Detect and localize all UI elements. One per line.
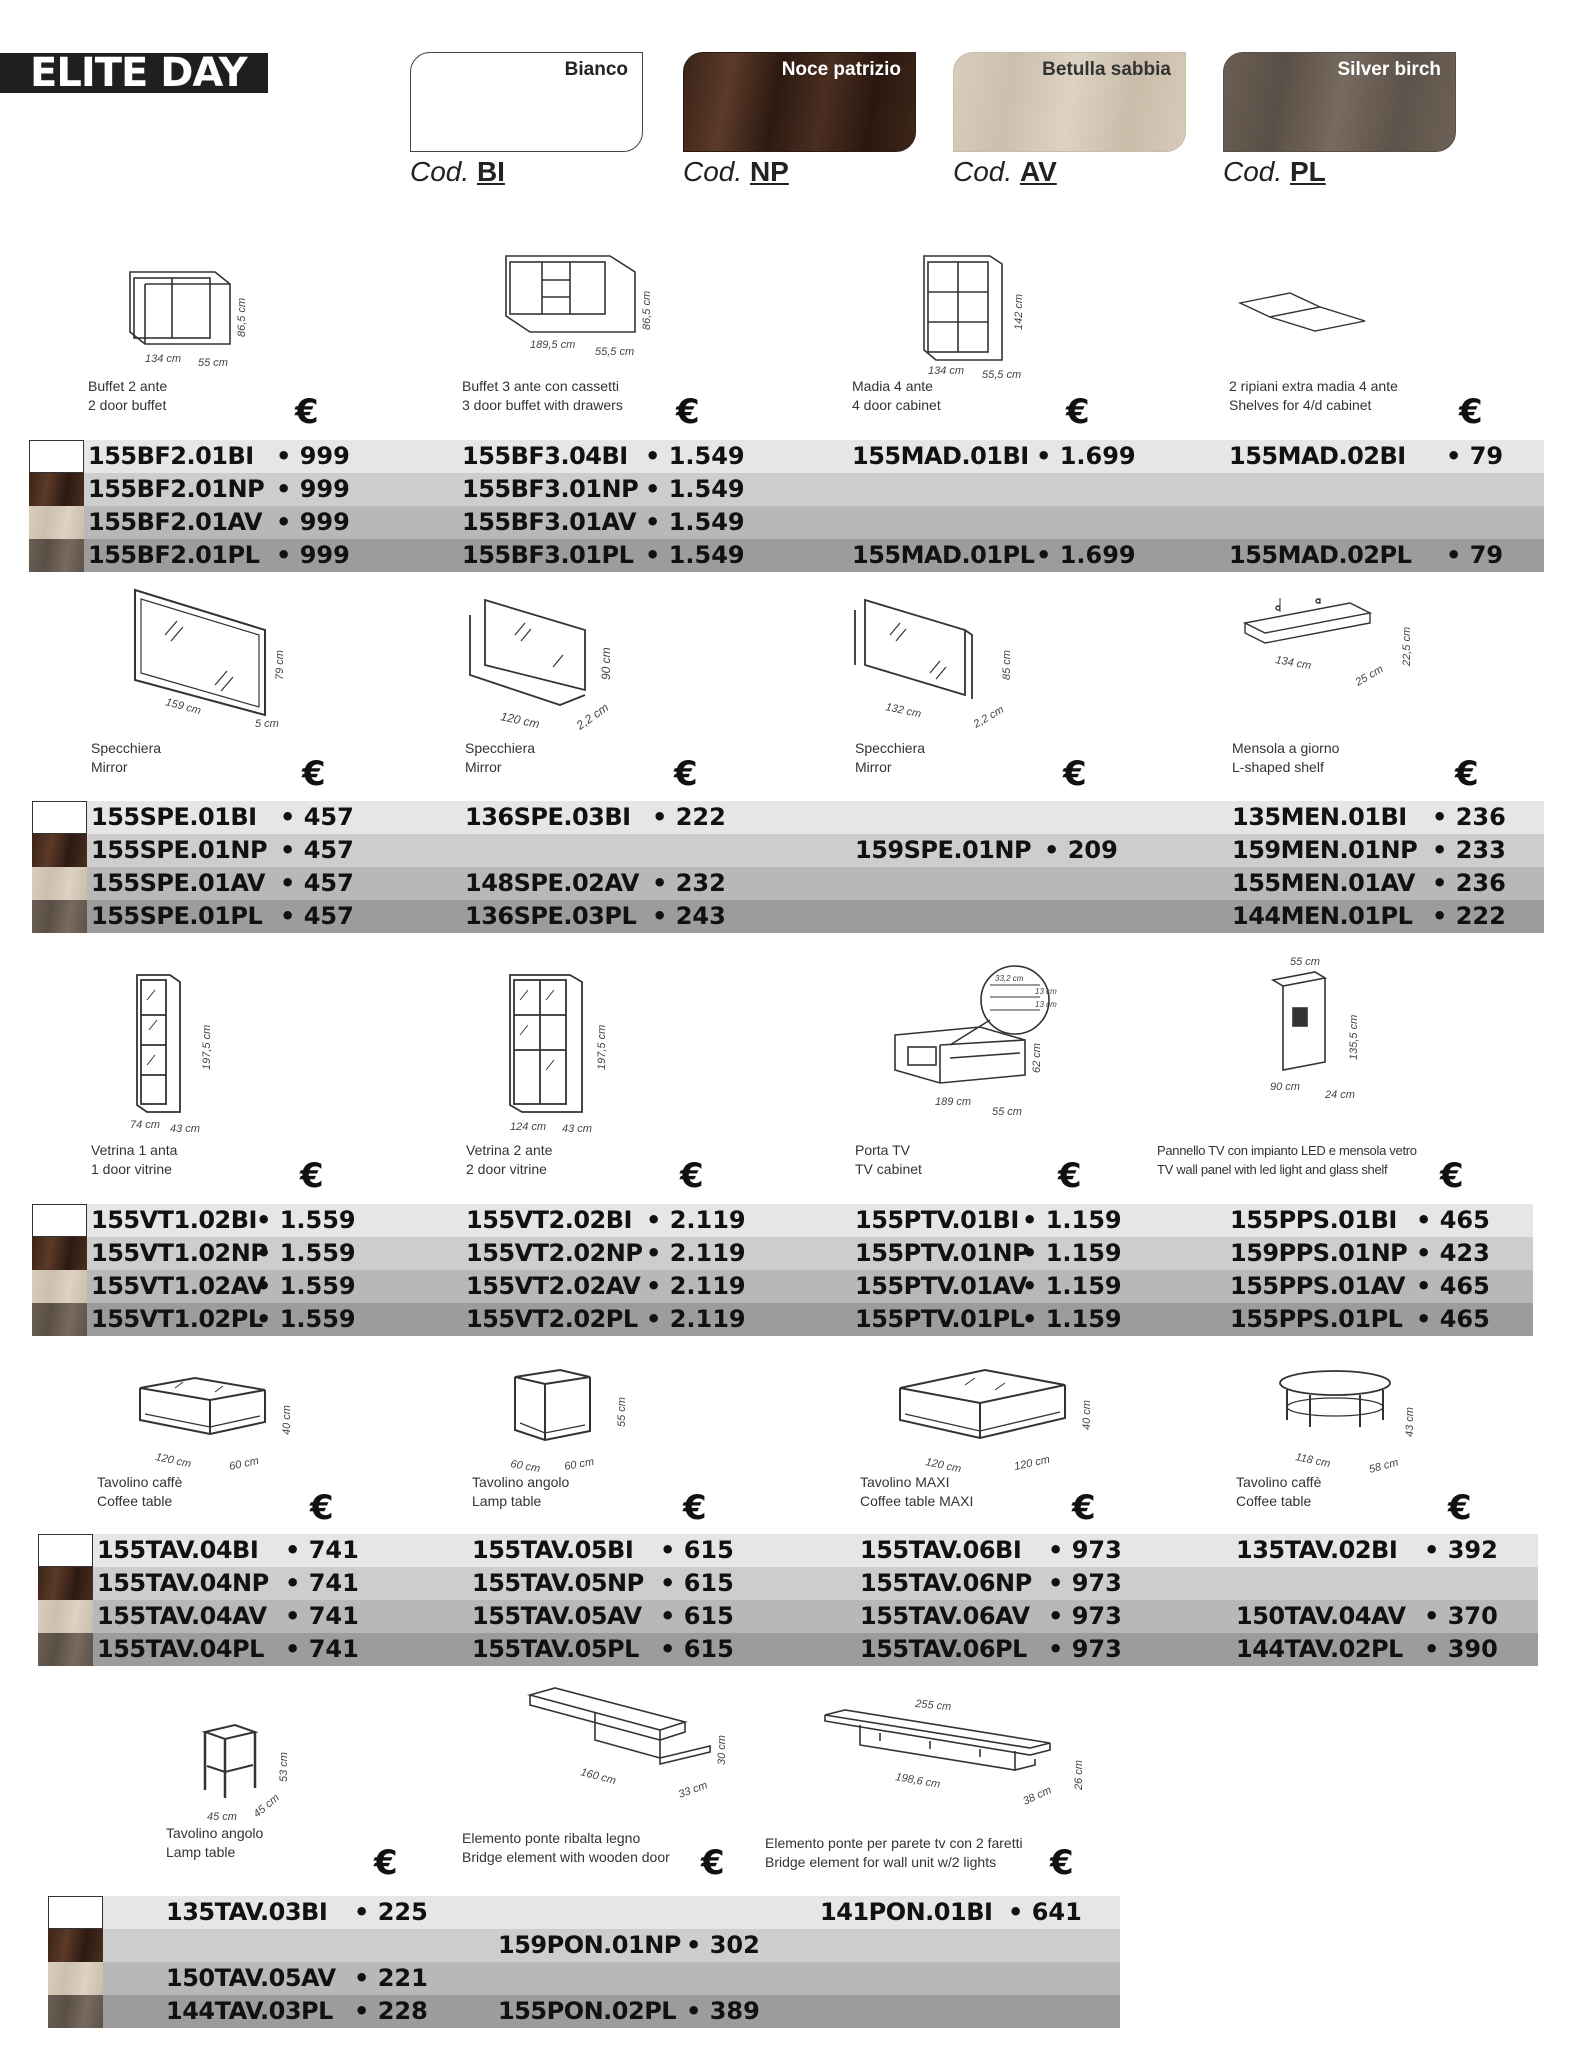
euro-icon: € (302, 754, 326, 794)
product-code: 155SPE.01AV (91, 869, 265, 897)
product-code: 155TAV.05PL (472, 1635, 639, 1663)
buffet-3-door-drawing (500, 250, 670, 365)
finish-chip-betulla-sabbia (29, 506, 84, 539)
euro-icon: € (680, 1156, 704, 1196)
dim-depth: 5 cm (255, 718, 279, 730)
product-code: 155TAV.06AV (860, 1602, 1030, 1630)
product-price: • 457 (280, 902, 354, 930)
product-code: 155TAV.06NP (860, 1569, 1032, 1597)
product-price: • 370 (1424, 1602, 1498, 1630)
product-price: • 423 (1416, 1239, 1490, 1267)
mirror-drawing (465, 595, 635, 735)
finish-chip-bianco (38, 1534, 93, 1567)
product-code: 159PON.01NP (498, 1931, 681, 1959)
product-code: 155TAV.04BI (97, 1536, 259, 1564)
product-code: 155SPE.01BI (91, 803, 257, 831)
product-price: • 221 (354, 1964, 428, 1992)
product-code: 159SPE.01NP (855, 836, 1032, 864)
finish-chip-betulla-sabbia (32, 1270, 87, 1303)
lamp-table-small-drawing (195, 1720, 305, 1835)
dim-height: 85 cm (1001, 650, 1013, 680)
dim-width: 120 cm (154, 1451, 193, 1471)
dim-depth: 55,5 cm (595, 346, 635, 358)
product-price: • 615 (660, 1569, 734, 1597)
euro-icon: € (1440, 1156, 1464, 1196)
product-code: 148SPE.02AV (465, 869, 639, 897)
finish-chip-betulla-sabbia (38, 1600, 93, 1633)
dim-width: 118 cm (1294, 1451, 1332, 1471)
dim-height: 40 cm (1081, 1400, 1093, 1430)
product-price: • 1.559 (256, 1206, 356, 1234)
product-price: • 999 (276, 508, 350, 536)
euro-icon: € (683, 1488, 707, 1528)
tv-cabinet-drawing (890, 965, 1090, 1125)
product-code: 155MEN.01AV (1232, 869, 1415, 897)
product-price: • 1.559 (256, 1272, 356, 1300)
product-code: 135TAV.02BI (1236, 1536, 1398, 1564)
dim-width: 134 cm (1274, 654, 1313, 673)
product-code: 155SPE.01PL (91, 902, 263, 930)
lamp-table-drawing (505, 1365, 645, 1485)
product-desc: Tavolino caffè Coffee table (1236, 1474, 1322, 1509)
product-desc: Specchiera Mirror (855, 740, 926, 775)
product-price: • 457 (280, 803, 354, 831)
product-price: • 465 (1416, 1206, 1490, 1234)
product-code: 135MEN.01BI (1232, 803, 1407, 831)
product-price: • 641 (1008, 1898, 1082, 1926)
finish-code-np: Cod. NP (683, 156, 789, 187)
product-price: • 302 (686, 1931, 760, 1959)
dim-width: 160 cm (579, 1766, 618, 1788)
product-code: 155TAV.04AV (97, 1602, 267, 1630)
finish-chip-noce-patrizio (32, 1237, 87, 1270)
product-code: 155SPE.01NP (91, 836, 268, 864)
finish-chip-betulla-sabbia (32, 867, 87, 900)
dim-depth: 60 cm (563, 1455, 596, 1473)
finish-code-bi: Cod. BI (410, 156, 505, 187)
product-code: 144TAV.03PL (166, 1997, 333, 2025)
product-code: 155VT2.02AV (466, 1272, 641, 1300)
euro-icon: € (1455, 754, 1479, 794)
dim-height: 197,5 cm (201, 1024, 213, 1070)
dim-depth: 43 cm (170, 1123, 200, 1135)
product-code: 155VT2.02PL (466, 1305, 638, 1333)
product-code: 150TAV.05AV (166, 1964, 336, 1992)
finish-name: Silver birch (1337, 59, 1441, 80)
product-price: • 236 (1432, 869, 1506, 897)
finish-chip-noce-patrizio (32, 834, 87, 867)
euro-icon: € (1058, 1156, 1082, 1196)
dim-width: 159 cm (164, 696, 203, 718)
product-price: • 79 (1446, 541, 1504, 569)
product-price: • 615 (660, 1602, 734, 1630)
product-code: 155TAV.05NP (472, 1569, 644, 1597)
product-price: • 1.699 (1036, 541, 1136, 569)
tv-wall-panel-drawing (1255, 950, 1385, 1110)
dim-detail: 13 cm (1035, 1000, 1057, 1009)
product-price: • 973 (1048, 1569, 1122, 1597)
dim-depth: 55,5 cm (982, 369, 1022, 380)
dim-depth: 25 cm (1353, 663, 1386, 689)
product-code: 155PPS.01AV (1230, 1272, 1406, 1300)
product-desc: 2 ripiani extra madia 4 ante Shelves for 4/d cabinet (1229, 378, 1398, 413)
product-price: • 79 (1446, 442, 1504, 470)
product-price: • 1.699 (1036, 442, 1136, 470)
dim-depth: 45 cm (251, 1791, 282, 1821)
finish-code-pl: Cod. PL (1223, 156, 1326, 187)
product-code: 155VT1.02PL (91, 1305, 263, 1333)
product-desc: Buffet 3 ante con cassetti 3 door buffet with drawers (462, 378, 623, 413)
product-code: 136SPE.03BI (465, 803, 631, 831)
dim-height: 86,5 cm (236, 297, 248, 337)
coffee-table-oval-drawing (1275, 1365, 1425, 1480)
dim-total-width: 255 cm (914, 1698, 952, 1714)
product-desc: Tavolino MAXI Coffee table MAXI (860, 1474, 974, 1509)
product-desc: Elemento ponte per parete tv con 2 faretti Bridge element for wall unit w/2 lights (765, 1835, 1023, 1870)
product-code: 155BF2.01NP (88, 475, 265, 503)
finish-chip-silver-birch (32, 900, 87, 933)
product-price: • 741 (285, 1536, 359, 1564)
dim-height: 135,5 cm (1348, 1014, 1360, 1060)
product-code: 155PON.02PL (498, 1997, 677, 2025)
product-code: 155MAD.02PL (1229, 541, 1412, 569)
product-desc: Specchiera Mirror (465, 740, 536, 775)
product-price: • 1.549 (645, 541, 745, 569)
product-desc: Specchiera Mirror (91, 740, 162, 775)
finish-chip-silver-birch (38, 1633, 93, 1666)
product-price: • 741 (285, 1635, 359, 1663)
product-code: 136SPE.03PL (465, 902, 637, 930)
finish-chip-silver-birch (29, 539, 84, 572)
dim-height: 142 cm (1013, 293, 1025, 330)
product-price: • 392 (1424, 1536, 1498, 1564)
dim-height: 86,5 cm (641, 290, 653, 330)
coffee-table-drawing (135, 1370, 305, 1480)
product-price: • 228 (354, 1997, 428, 2025)
product-price: • 999 (276, 442, 350, 470)
dim-height: 30 cm (716, 1735, 728, 1765)
euro-icon: € (295, 392, 319, 432)
product-price: • 1.159 (1022, 1272, 1122, 1300)
product-price: • 243 (652, 902, 726, 930)
product-desc: Buffet 2 ante 2 door buffet (88, 378, 168, 413)
bridge-wall-unit-drawing (820, 1695, 1090, 1820)
dim-height: 62 cm (1031, 1043, 1043, 1073)
product-price: • 1.559 (256, 1305, 356, 1333)
product-price: • 1.159 (1022, 1206, 1122, 1234)
euro-icon: € (1063, 754, 1087, 794)
product-price: • 236 (1432, 803, 1506, 831)
euro-icon: € (1072, 1488, 1096, 1528)
euro-icon: € (701, 1843, 725, 1883)
product-code: 155VT2.02NP (466, 1239, 643, 1267)
product-price: • 741 (285, 1602, 359, 1630)
buffet-2-door-drawing (120, 262, 270, 372)
dim-depth: 120 cm (1013, 1453, 1051, 1473)
product-code: 155BF3.01AV (462, 508, 637, 536)
euro-icon: € (676, 392, 700, 432)
product-price: • 973 (1048, 1536, 1122, 1564)
product-price: • 999 (276, 541, 350, 569)
product-code: 155TAV.06PL (860, 1635, 1027, 1663)
product-price: • 233 (1432, 836, 1506, 864)
dim-depth: 58 cm (1367, 1456, 1400, 1476)
product-price: • 232 (652, 869, 726, 897)
dim-height: 22,5 cm (1401, 626, 1413, 666)
dim-detail: 33,2 cm (995, 974, 1024, 983)
finish-chip-bianco (29, 440, 84, 473)
product-code: 155PTV.01PL (855, 1305, 1025, 1333)
product-price: • 973 (1048, 1635, 1122, 1663)
product-price: • 222 (652, 803, 726, 831)
dim-detail: 13 cm (1035, 987, 1057, 996)
product-price: • 222 (1432, 902, 1506, 930)
euro-icon: € (1050, 1843, 1074, 1883)
product-code: 155MAD.01BI (852, 442, 1029, 470)
product-code: 155BF2.01PL (88, 541, 260, 569)
product-desc: Tavolino angolo Lamp table (166, 1825, 264, 1860)
finish-swatch-noce-patrizio (683, 52, 916, 152)
euro-icon: € (374, 1843, 398, 1883)
mirror-drawing (850, 595, 1020, 735)
product-price: • 1.549 (645, 442, 745, 470)
product-code: 155PTV.01NP (855, 1239, 1030, 1267)
dim-depth: 60 cm (228, 1454, 260, 1473)
product-price: • 2.119 (646, 1206, 746, 1234)
finish-code-av: Cod. AV (953, 156, 1057, 187)
bridge-wooden-door-drawing (525, 1680, 745, 1810)
product-price: • 1.549 (645, 508, 745, 536)
finish-chip-noce-patrizio (29, 473, 84, 506)
finish-name: Noce patrizio (781, 59, 901, 80)
euro-icon: € (1448, 1488, 1472, 1528)
product-price: • 457 (280, 836, 354, 864)
euro-icon: € (1066, 392, 1090, 432)
product-code: 155VT1.02AV (91, 1272, 266, 1300)
product-code: 155VT2.02BI (466, 1206, 632, 1234)
dim-height: 79 cm (274, 650, 286, 680)
shelves-drawing (1235, 285, 1375, 345)
finish-chip-betulla-sabbia (48, 1962, 103, 1995)
product-price: • 999 (276, 475, 350, 503)
product-price: • 209 (1044, 836, 1118, 864)
dim-width: 124 cm (510, 1121, 547, 1133)
product-code: 150TAV.04AV (1236, 1602, 1406, 1630)
product-code: 155PTV.01AV (855, 1272, 1028, 1300)
l-shelf-drawing (1240, 598, 1420, 698)
product-code: 155BF3.01NP (462, 475, 639, 503)
product-code: 155BF2.01BI (88, 442, 254, 470)
product-desc: Tavolino caffè Coffee table (97, 1474, 183, 1509)
dim-width: 134 cm (145, 353, 182, 365)
page-title: ELITE DAY (0, 53, 268, 93)
product-code: 155MAD.01PL (852, 541, 1035, 569)
euro-icon: € (674, 754, 698, 794)
finish-chip-silver-birch (32, 1303, 87, 1336)
dim-depth: 43 cm (562, 1123, 592, 1135)
finish-swatch-silver-birch (1223, 52, 1456, 152)
product-code: 141PON.01BI (820, 1898, 993, 1926)
dim-depth: 55 cm (198, 357, 228, 369)
product-price: • 457 (280, 869, 354, 897)
dim-depth: 2,2 cm (971, 703, 1007, 731)
product-price: • 2.119 (646, 1272, 746, 1300)
product-price: • 2.119 (646, 1305, 746, 1333)
dim-width: 45 cm (207, 1811, 237, 1823)
product-desc: Vetrina 2 ante 2 door vitrine (466, 1142, 553, 1177)
product-desc: Vetrina 1 anta 1 door vitrine (91, 1142, 178, 1177)
product-price: • 1.549 (645, 475, 745, 503)
product-code: 155TAV.04PL (97, 1635, 264, 1663)
finish-name: Bianco (564, 59, 628, 80)
product-code: 155VT1.02BI (91, 1206, 257, 1234)
product-desc: Madia 4 ante 4 door cabinet (852, 378, 941, 413)
dim-depth: 24 cm (1325, 1089, 1355, 1101)
dim-panel-width: 90 cm (1270, 1081, 1300, 1093)
finish-swatch-betulla-sabbia (953, 52, 1186, 152)
product-price: • 390 (1424, 1635, 1498, 1663)
finish-chip-bianco (32, 1204, 87, 1237)
finish-swatch-bianco (410, 52, 643, 152)
product-code: 144MEN.01PL (1232, 902, 1413, 930)
product-code: 155PTV.01BI (855, 1206, 1019, 1234)
product-price: • 741 (285, 1569, 359, 1597)
product-code: 159MEN.01NP (1232, 836, 1418, 864)
vitrine-1-door-drawing (125, 970, 235, 1135)
euro-icon: € (300, 1156, 324, 1196)
dim-width: 198,6 cm (894, 1771, 942, 1791)
mirror-drawing (125, 585, 295, 735)
product-code: 135TAV.03BI (166, 1898, 328, 1926)
product-price: • 1.159 (1022, 1305, 1122, 1333)
dim-width: 132 cm (884, 701, 923, 721)
finish-chip-silver-birch (48, 1995, 103, 2028)
product-price: • 615 (660, 1536, 734, 1564)
product-price: • 465 (1416, 1272, 1490, 1300)
finish-chip-noce-patrizio (48, 1929, 103, 1962)
product-code: 155TAV.06BI (860, 1536, 1022, 1564)
product-code: 155VT1.02NP (91, 1239, 268, 1267)
product-price: • 615 (660, 1635, 734, 1663)
product-desc: Porta TV TV cabinet (855, 1142, 922, 1177)
product-code: 155BF3.01PL (462, 541, 634, 569)
dim-height: 90 cm (599, 647, 613, 680)
finish-chip-bianco (48, 1896, 103, 1929)
dim-height: 53 cm (278, 1752, 290, 1782)
finish-chip-noce-patrizio (38, 1567, 93, 1600)
product-desc: Tavolino angolo Lamp table (472, 1474, 570, 1509)
product-code: 155MAD.02BI (1229, 442, 1406, 470)
dim-height: 197,5 cm (596, 1024, 608, 1070)
dim-width: 189,5 cm (530, 339, 576, 351)
product-code: 155BF2.01AV (88, 508, 263, 536)
product-desc: Elemento ponte ribalta legno Bridge element with wooden door (462, 1830, 670, 1865)
product-code: 155PPS.01PL (1230, 1305, 1403, 1333)
product-desc: Mensola a giorno L-shaped shelf (1232, 740, 1340, 775)
dim-height: 26 cm (1073, 1760, 1085, 1790)
product-price: • 465 (1416, 1305, 1490, 1333)
product-code: 155BF3.04BI (462, 442, 628, 470)
dim-height: 40 cm (281, 1405, 293, 1435)
product-code: 144TAV.02PL (1236, 1635, 1403, 1663)
product-code: 155PPS.01BI (1230, 1206, 1397, 1234)
dim-width: 120 cm (499, 709, 541, 732)
dim-depth: 33 cm (676, 1779, 710, 1801)
dim-height: 43 cm (1404, 1407, 1416, 1437)
euro-icon: € (310, 1488, 334, 1528)
dim-width: 55 cm (1290, 956, 1320, 968)
dim-width: 134 cm (928, 365, 965, 377)
dim-width: 189 cm (935, 1096, 972, 1108)
product-code: 155TAV.05AV (472, 1602, 642, 1630)
dim-height: 55 cm (616, 1397, 628, 1427)
product-code: 155TAV.05BI (472, 1536, 634, 1564)
product-price: • 2.119 (646, 1239, 746, 1267)
finish-chip-bianco (32, 801, 87, 834)
madia-4-door-drawing (910, 250, 1050, 380)
product-price: • 1.559 (256, 1239, 356, 1267)
vitrine-2-door-drawing (500, 970, 620, 1135)
product-code: 159PPS.01NP (1230, 1239, 1408, 1267)
dim-depth: 2,2 cm (573, 700, 612, 733)
dim-depth: 38 cm (1021, 1784, 1054, 1808)
finish-name: Betulla sabbia (1042, 59, 1171, 80)
product-code: 155TAV.04NP (97, 1569, 269, 1597)
product-price: • 1.159 (1022, 1239, 1122, 1267)
dim-width: 120 cm (924, 1456, 963, 1476)
product-desc: Pannello TV con impianto LED e mensola vetro TV wall panel with led light and glass shelf (1157, 1143, 1417, 1177)
product-price: • 973 (1048, 1602, 1122, 1630)
product-price: • 389 (686, 1997, 760, 2025)
dim-width: 74 cm (130, 1119, 160, 1131)
euro-icon: € (1459, 392, 1483, 432)
coffee-table-maxi-drawing (895, 1360, 1105, 1480)
dim-width: 60 cm (509, 1458, 542, 1476)
product-price: • 225 (354, 1898, 428, 1926)
dim-depth: 55 cm (992, 1106, 1022, 1118)
